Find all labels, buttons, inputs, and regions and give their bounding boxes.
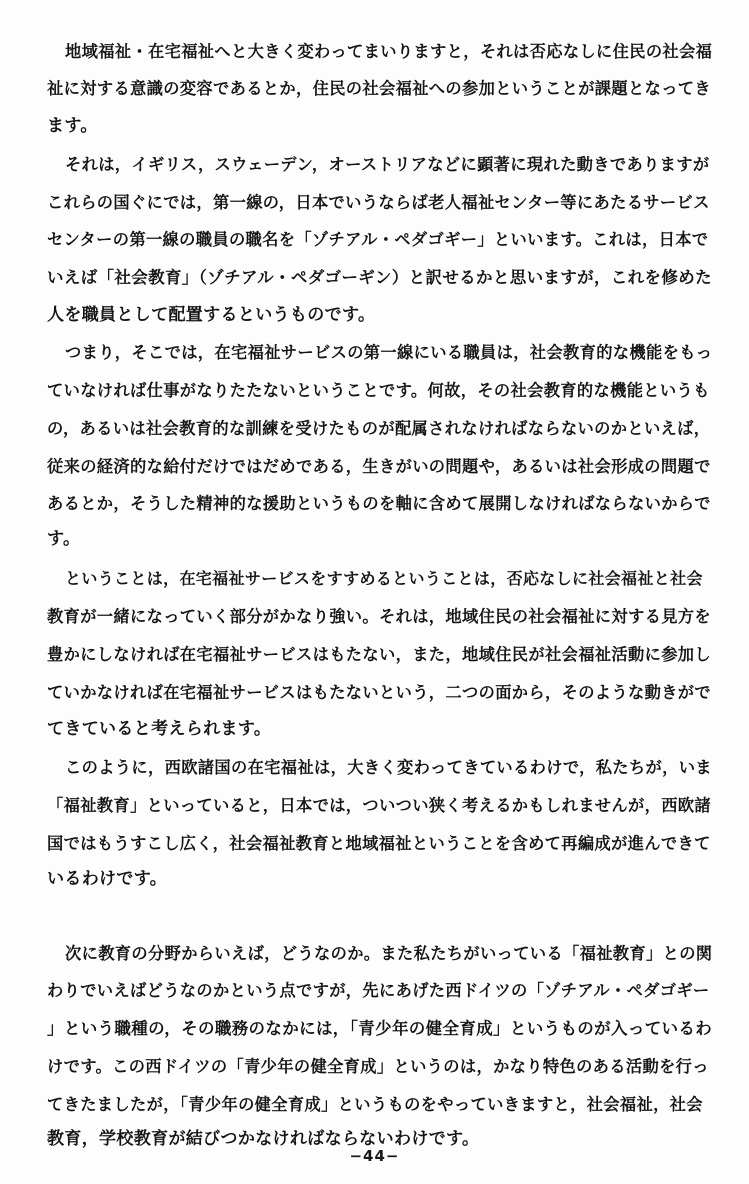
paragraph-4-line-5: てきていると考えられます。	[47, 719, 272, 739]
paragraph-5-line-2: 「福祉教育」といっていると，日本では，ついつい狭く考えるかもしれませんが，西欧諸	[47, 796, 711, 815]
paragraph-3-line-1: つまり，そこでは，在宅福祉サービスの第一線にいる職員は，社会教育的な機能をもっ	[65, 343, 713, 362]
paragraph-3-line-3: の，あるいは社会教育的な訓練を受けたものが配属されなければならないのかといえば，	[47, 419, 711, 438]
paragraph-6-line-1: 次に教育の分野からいえば，どうなのか。また私たちがいっている「福祉教育」との関	[65, 944, 713, 963]
paragraph-5-line-3: 国ではもうすこし広く，社会福祉教育と地域福祉ということを含めて再編成が進んできて	[47, 834, 711, 853]
paragraph-6-line-3: 」という職種の，その職務のなかには，「青少年の健全育成」というものが入っているわ	[47, 1019, 713, 1038]
page-number: −44−	[349, 1147, 400, 1165]
paragraph-4-line-2: 教育が一緒になっていく部分がかなり強い。それは，地域住民の社会福祉に対する見方を	[47, 607, 711, 626]
paragraph-1-line-2: 祉に対する意識の変容であるとか，住民の社会福祉への参加ということが課題となってき	[47, 79, 711, 98]
paragraph-2-line-3: センターの第一線の職員の職名を「ゾチアル・ペダゴギー」といいます。これは，日本で	[47, 230, 709, 249]
paragraph-4-line-3: 豊かにしなければ在宅福祉サービスはもたない，また，地域住民が社会福祉活動に参加し	[47, 645, 711, 664]
paragraph-2-line-4: いえば「社会教育」（ゾチアル・ペダゴーギン）と訳せるかと思いますが，これを修めた	[47, 268, 712, 287]
paragraph-6-line-5: てきたましたが，「青少年の健全育成」というものをやっていきますと，社会福祉，社会	[47, 1095, 703, 1114]
paragraph-5-line-4: いるわけです。	[47, 869, 168, 889]
paragraph-3-line-6: す。	[47, 529, 81, 549]
paragraph-3-line-2: ていなければ仕事がなりたたないということです。何故，その社会教育的な機能というも	[47, 381, 710, 400]
paragraph-4-line-1: ということは，在宅福祉サービスをすすめるということは，否応なしに社会福祉と社会	[65, 569, 703, 588]
paragraph-5-line-1: このように，西欧諸国の在宅福祉は，大きく変わってきているわけで，私たちが，いま	[65, 758, 712, 777]
paragraph-6-line-4: けです。この西ドイツの「青少年の健全育成」というのは，かなり特色のある活動を行っ	[47, 1057, 709, 1076]
paragraph-1-line-1: 地域福祉・在宅福祉へと大きく変わってまいりますと，それは否応なしに住民の社会福	[65, 42, 713, 61]
paragraph-6-line-6: 教育，学校教育が結びつかなければならないわけです。	[47, 1129, 480, 1149]
paragraph-4-line-4: ていかなければ在宅福祉サービスはもたないという，二つの面から，そのような動きがで	[47, 683, 711, 702]
paragraph-2-line-5: 人を職員として配置するというものです。	[47, 305, 376, 325]
paragraph-2-line-1: それは，イギリス，スウェーデン，オーストリアなどに顕著に現れた動きでありますが	[65, 155, 710, 174]
paragraph-3-line-5: あるとか，そうした精神的な援助というものを軸に含めて展開しなければならないからで	[47, 494, 711, 513]
paragraph-3-line-4: 従来の経済的な給付だけではだめである，生きがいの問題や，あるいは社会形成の問題で	[47, 457, 711, 476]
paragraph-1-line-3: ます。	[47, 116, 98, 136]
paragraph-6-line-2: わりでいえばどうなのかという点ですが，先にあげた西ドイツの「ゾチアル・ペダゴギー	[47, 981, 710, 1000]
paragraph-2-line-2: これらの国ぐにでは，第一線の，日本でいうならば老人福祉センター等にあたるサービス	[47, 193, 710, 212]
